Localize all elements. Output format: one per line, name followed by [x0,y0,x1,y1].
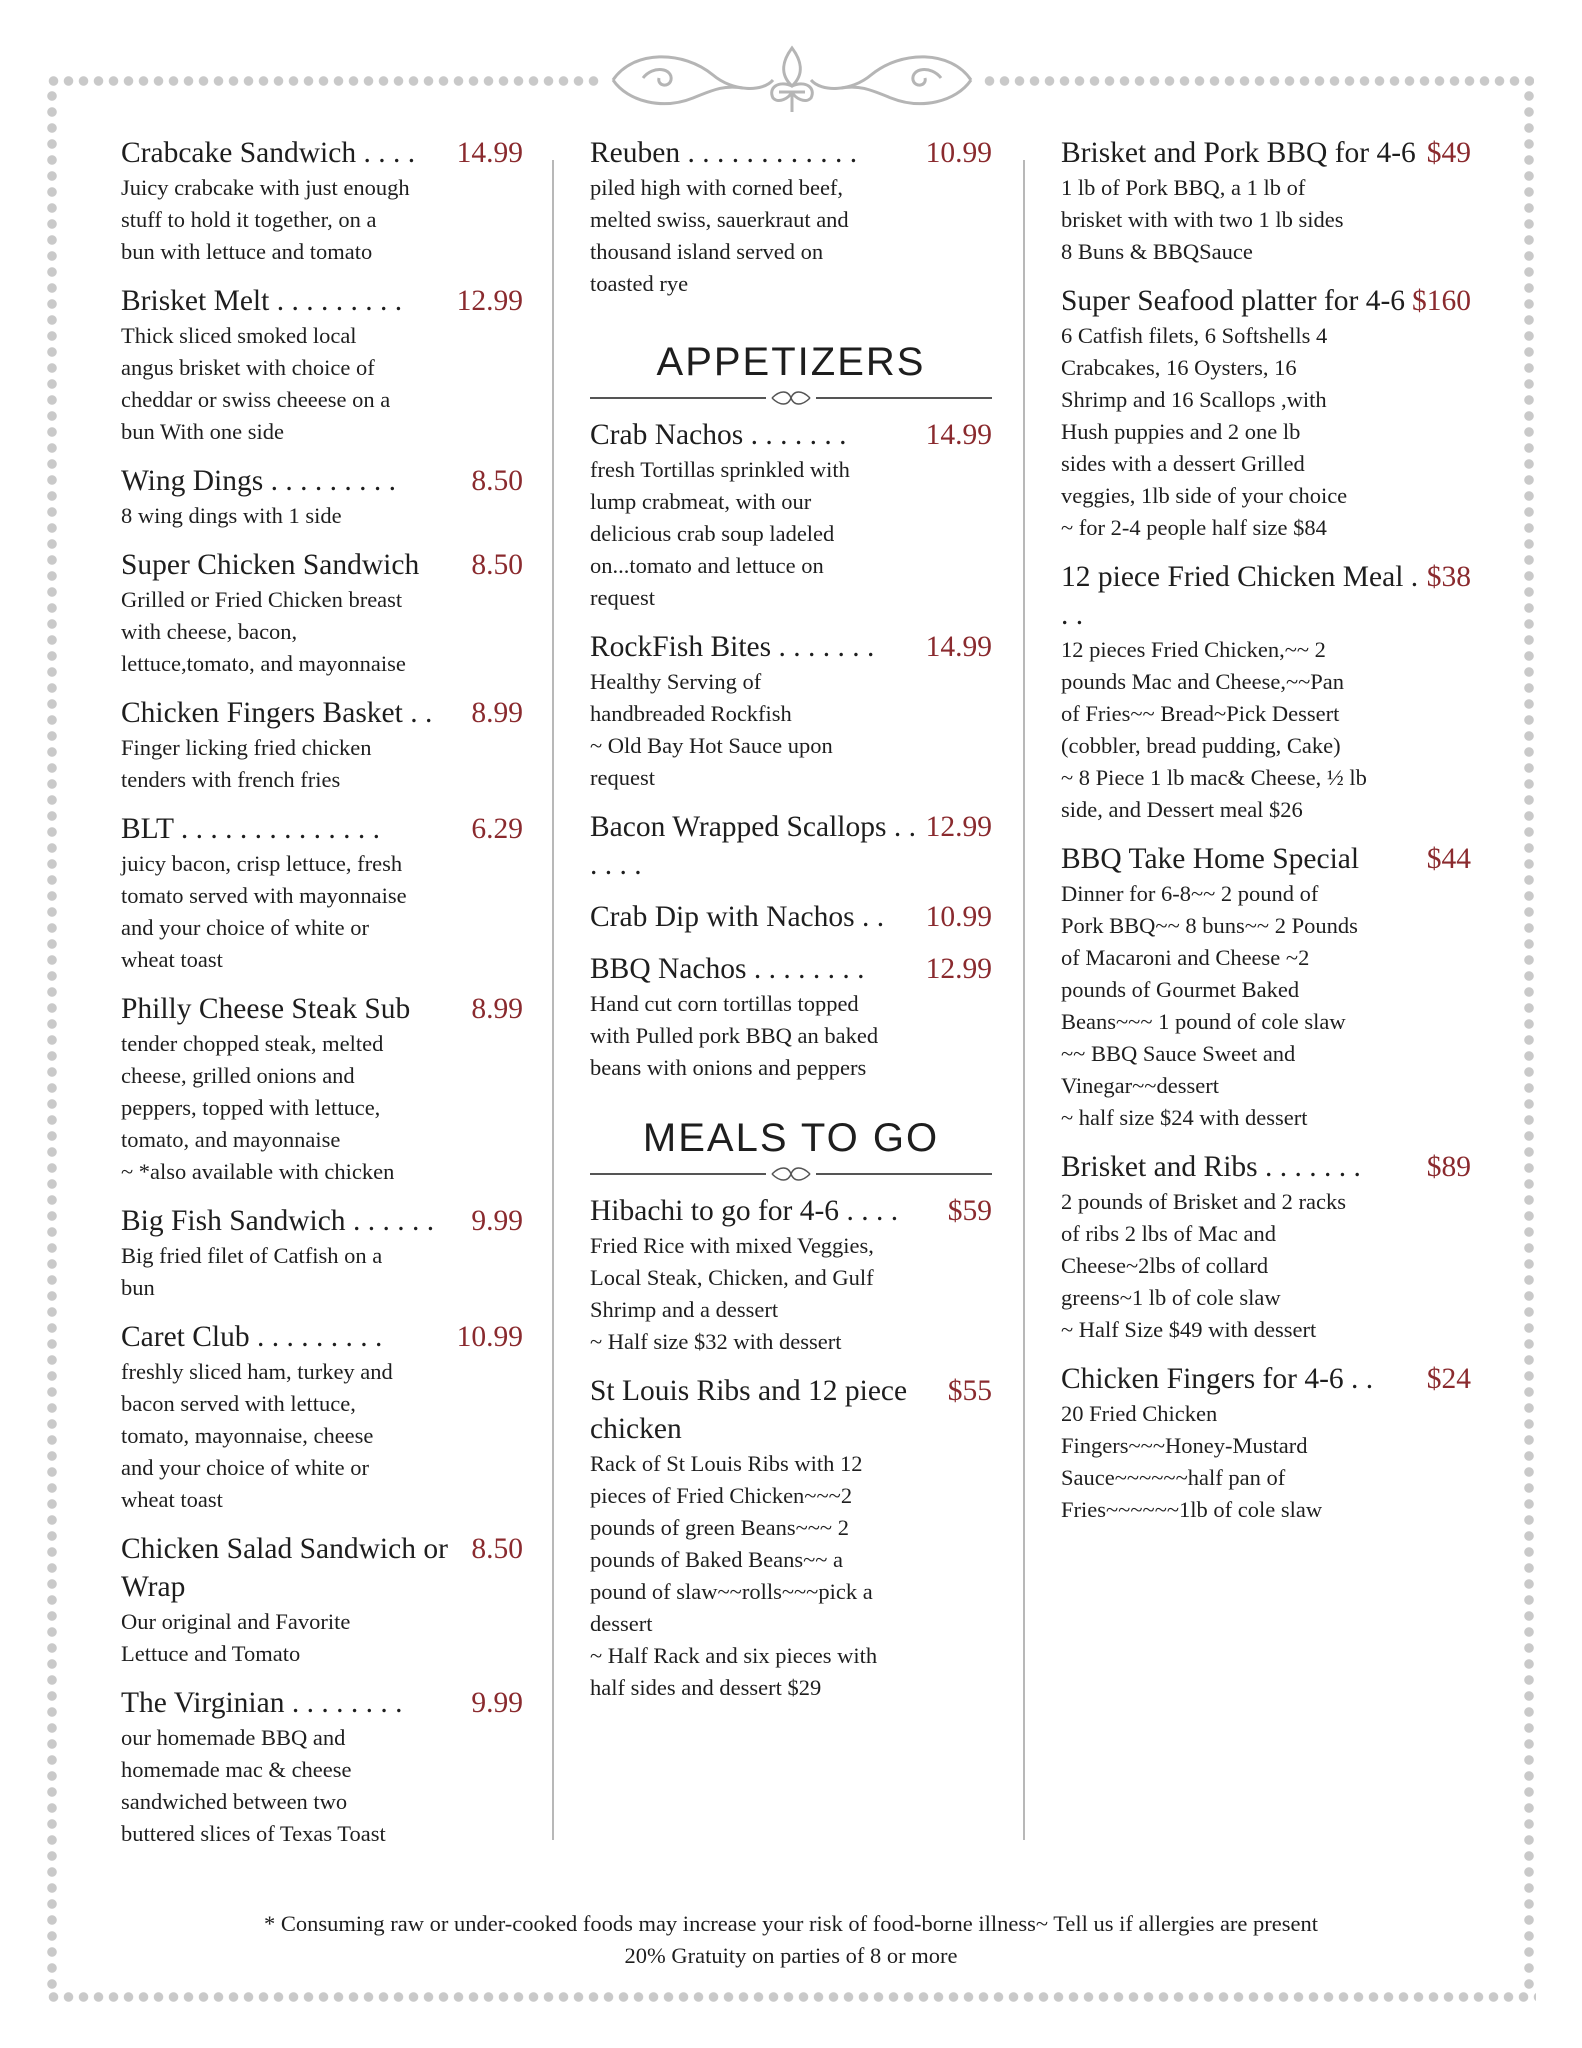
dotted-border-left [45,88,59,1990]
column-sandwiches [121,134,523,1864]
item-description: 20 Fried Chicken Fingers~~~Honey-Mustard Sauce~~~~~~half pan of Fries~~~~~~1lb of cole slaw [1061,1401,1323,1522]
item-price: 14.99 [925,419,992,451]
column-appetizers [590,134,992,1718]
column-meals-for-groups [1061,134,1471,1540]
section-title-meals-to-go: MEALS TO GO [642,1116,940,1160]
section-divider [590,388,992,408]
item-description: our homemade BBQ and homemade mac & cheese sandwiched between two buttered slices of Texas Toast [121,1725,386,1846]
item-name: Brisket and Pork BBQ for 4-6 [1061,137,1416,169]
item-price: 14.99 [456,137,523,169]
menu-item-reuben [590,134,992,300]
footer-allergy-warning: * Consuming raw or under-cooked foods may increase your risk of food-borne illness~ Tell us if allergies are present [263,1911,1319,1936]
menu-item [1061,134,1471,268]
menu-item [121,462,523,532]
item-description: fresh Tortillas sprinkled with lump crabmeat, with our delicious crab soup ladeled on...tomato and lettuce on request [590,457,850,610]
menu-item [1061,1148,1471,1346]
item-price: $55 [947,1375,992,1407]
item-price: 12.99 [925,811,992,843]
item-description: Thick sliced smoked local angus brisket with choice of cheddar or swiss cheeese on a bun With one side [121,323,391,444]
menu-item [121,1530,523,1670]
dotted-border-top-left [46,74,601,88]
item-price: $38 [1426,561,1471,593]
menu-item [590,628,992,794]
menu-item [121,282,523,448]
item-name: Crabcake Sandwich . . . . [121,137,416,169]
item-name: Caret Club . . . . . . . . . [121,1321,383,1353]
item-name: Chicken Fingers for 4-6 . . [1061,1363,1374,1395]
item-price: 8.50 [471,465,523,497]
scroll-ornament-icon [603,40,981,120]
item-description: Grilled or Fried Chicken breast with cheese, bacon, lettuce,tomato, and mayonnaise [121,587,406,676]
item-name: Hibachi to go for 4-6 . . . . [590,1195,899,1227]
menu-item [590,950,992,1084]
item-price: $160 [1412,285,1471,317]
item-name: BBQ Take Home Special [1061,843,1360,875]
item-name: Big Fish Sandwich . . . . . . [121,1205,435,1237]
section-title-appetizers: APPETIZERS [656,340,926,384]
item-name: Wing Dings . . . . . . . . . [121,465,396,497]
menu-item [1061,840,1471,1134]
item-price: $49 [1426,137,1471,169]
menu-item [1061,1360,1471,1526]
item-description: 8 wing dings with 1 side [121,503,342,528]
section-divider [590,1164,992,1184]
item-price: 9.99 [471,1205,523,1237]
item-price: 12.99 [925,953,992,985]
item-name: The Virginian . . . . . . . . [121,1687,403,1719]
item-name: Brisket Melt . . . . . . . . . [121,285,403,317]
menu-item [121,1318,523,1516]
item-description: Rack of St Louis Ribs with 12 pieces of Fried Chicken~~~2 pounds of green Beans~~~ 2 pounds of Baked Beans~~ a pound of slaw~~rolls~~~pick a dessert ~ Half Rack and six pieces with half sides and dessert $29 [590,1451,878,1700]
item-name: Bacon Wrapped Scallops . . . . . . [590,811,916,881]
dotted-border-bottom [46,1990,1536,2004]
item-name: Chicken Fingers Basket . . [121,697,433,729]
menu-item [121,694,523,796]
item-price: 10.99 [925,901,992,933]
item-name: Crab Nachos . . . . . . . [590,419,847,451]
item-description: Hand cut corn tortillas topped with Pulled pork BBQ an baked beans with onions and peppers [590,991,879,1080]
item-price: $59 [947,1195,992,1227]
item-description: 6 Catfish filets, 6 Softshells 4 Crabcakes, 16 Oysters, 16 Shrimp and 16 Scallops ,with Hush puppies and 2 one lb sides with a dessert Grilled veggies, 1lb side of your choice ~ for 2-4 people half size $84 [1061,323,1348,540]
flourish-icon [766,388,816,408]
item-price: $44 [1426,843,1471,875]
item-description: Big fried filet of Catfish on a bun [121,1243,383,1300]
item-price: 10.99 [456,1321,523,1353]
item-description: Healthy Serving of handbreaded Rockfish ~ Old Bay Hot Sauce upon request [590,669,833,790]
item-description: Finger licking fried chicken tenders with french fries [121,735,372,792]
item-price: 8.99 [471,697,523,729]
item-name: Chicken Salad Sandwich or Wrap [121,1533,448,1603]
column-divider-right [1023,160,1025,1840]
dotted-border-top-right [982,74,1534,88]
item-description: Fried Rice with mixed Veggies, Local Steak, Chicken, and Gulf Shrimp and a dessert ~ Half size $32 with dessert [590,1233,874,1354]
menu-item [1061,558,1471,826]
item-price: 10.99 [925,137,992,169]
column-divider-left [552,160,554,1840]
item-name: Super Chicken Sandwich [121,549,420,581]
item-price: 8.50 [471,549,523,581]
menu-item [590,1372,992,1704]
item-price: $89 [1426,1151,1471,1183]
menu-item [121,1202,523,1304]
item-description: freshly sliced ham, turkey and bacon served with lettuce, tomato, mayonnaise, cheese and your choice of white or wheat toast [121,1359,393,1512]
item-name: BLT . . . . . . . . . . . . . . [121,813,380,845]
menu-item [121,990,523,1188]
item-name: BBQ Nachos . . . . . . . . [590,953,865,985]
menu-item [121,1684,523,1850]
flourish-icon [766,1164,816,1184]
menu-item [1061,282,1471,544]
item-price: 6.29 [471,813,523,845]
item-description: Dinner for 6-8~~ 2 pound of Pork BBQ~~ 8 buns~~ 2 Pounds of Macaroni and Cheese ~2 pounds of Gourmet Baked Beans~~~ 1 pound of cole slaw ~~ BBQ Sauce Sweet and Vinegar~~dessert ~ half size $24 with dessert [1061,881,1358,1130]
item-price: 8.50 [471,1533,523,1565]
item-price: 8.99 [471,993,523,1025]
item-description: 12 pieces Fried Chicken,~~ 2 pounds Mac and Cheese,~~Pan of Fries~~ Bread~Pick Dessert (cobbler, bread pudding, Cake) ~ 8 Piece 1 lb mac& Cheese, ½ lb side, and Dessert meal $26 [1061,637,1367,822]
menu-item [590,898,992,936]
item-description: piled high with corned beef, melted swiss, sauerkraut and thousand island served on toasted rye [590,175,849,296]
item-price: 9.99 [471,1687,523,1719]
menu-item [590,1192,992,1358]
item-name: Crab Dip with Nachos . . [590,901,885,933]
item-description: tender chopped steak, melted cheese, grilled onions and peppers, topped with lettuce, tomato, and mayonnaise ~ *also available with chicken [121,1031,395,1184]
item-name: Reuben . . . . . . . . . . . . [590,137,858,169]
footer-notice [0,1908,1582,1972]
item-description: Juicy crabcake with just enough stuff to hold it together, on a bun with lettuce and tomato [121,175,410,264]
item-name: St Louis Ribs and 12 piece chicken [590,1375,908,1445]
item-description: 2 pounds of Brisket and 2 racks of ribs 2 lbs of Mac and Cheese~2lbs of collard greens~1 lb of cole slaw ~ Half Size $49 with dessert [1061,1189,1346,1342]
menu-item [121,546,523,680]
menu-item [590,808,992,884]
dotted-border-right [1522,88,1536,1990]
item-description: 1 lb of Pork BBQ, a 1 lb of brisket with with two 1 lb sides 8 Buns & BBQSauce [1061,175,1344,264]
item-name: Philly Cheese Steak Sub [121,993,411,1025]
footer-gratuity-note: 20% Gratuity on parties of 8 or more [624,1943,958,1968]
item-description: juicy bacon, crisp lettuce, fresh tomato served with mayonnaise and your choice of white or wheat toast [121,851,407,972]
item-price: 12.99 [456,285,523,317]
item-price: $24 [1426,1363,1471,1395]
item-description: Our original and Favorite Lettuce and Tomato [121,1609,351,1666]
menu-item [590,416,992,614]
item-name: Super Seafood platter for 4-6 [1061,285,1406,317]
item-name: Brisket and Ribs . . . . . . . [1061,1151,1361,1183]
item-name: RockFish Bites . . . . . . . [590,631,875,663]
item-price: 14.99 [925,631,992,663]
menu-item [121,810,523,976]
menu-item [121,134,523,268]
item-name: 12 piece Fried Chicken Meal . . . [1061,561,1419,631]
